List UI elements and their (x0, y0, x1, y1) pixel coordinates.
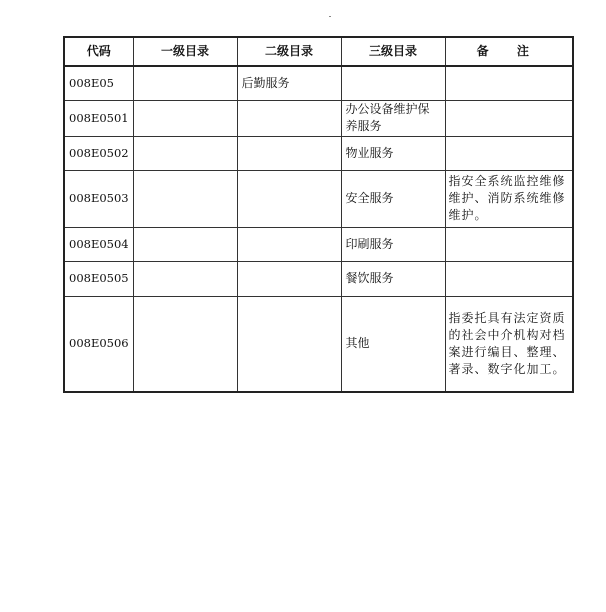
cell-level3: 餐饮服务 (341, 261, 445, 296)
cell-code: 008E0506 (64, 296, 133, 392)
header-level1: 一级目录 (133, 37, 237, 66)
table-row (64, 227, 573, 261)
cell-level1 (133, 261, 237, 296)
cell-code: 008E0502 (64, 136, 133, 170)
scan-speck (329, 16, 331, 17)
cell-level1 (133, 100, 237, 136)
header-level2: 二级目录 (237, 37, 341, 66)
cell-code: 008E0504 (64, 227, 133, 261)
header-level3: 三级目录 (341, 37, 445, 66)
cell-level1 (133, 296, 237, 392)
cell-note (445, 136, 573, 170)
cell-code: 008E0501 (64, 100, 133, 136)
cell-note: 指安全系统监控维修维护、消防系统维修维护。 (445, 170, 573, 227)
cell-level3: 办公设备维护保养服务 (341, 100, 445, 136)
cell-note (445, 261, 573, 296)
cell-level3: 物业服务 (341, 136, 445, 170)
cell-level2 (237, 261, 341, 296)
header-code: 代码 (64, 37, 133, 66)
cell-level3: 印刷服务 (341, 227, 445, 261)
cell-level1 (133, 66, 237, 100)
cell-level1 (133, 227, 237, 261)
cell-level2 (237, 170, 341, 227)
table-row (64, 261, 573, 296)
cell-note (445, 100, 573, 136)
cell-level2 (237, 100, 341, 136)
cell-level3 (341, 66, 445, 100)
table-row (64, 296, 573, 392)
cell-level1 (133, 170, 237, 227)
cell-code: 008E0505 (64, 261, 133, 296)
cell-note (445, 66, 573, 100)
header-note: 备 注 (445, 37, 573, 66)
table-row (64, 170, 573, 227)
header-row (64, 37, 573, 66)
catalog-table (63, 36, 574, 393)
cell-level2 (237, 296, 341, 392)
cell-code: 008E05 (64, 66, 133, 100)
cell-level1 (133, 136, 237, 170)
table-row (64, 66, 573, 100)
cell-code: 008E0503 (64, 170, 133, 227)
cell-level2: 后勤服务 (237, 66, 341, 100)
cell-level3: 其他 (341, 296, 445, 392)
cell-level2 (237, 136, 341, 170)
cell-level3: 安全服务 (341, 170, 445, 227)
cell-note: 指委托具有法定资质的社会中介机构对档案进行编目、整理、著录、数字化加工。 (445, 296, 573, 392)
cell-level2 (237, 227, 341, 261)
cell-note (445, 227, 573, 261)
table-row (64, 136, 573, 170)
table-row (64, 100, 573, 136)
